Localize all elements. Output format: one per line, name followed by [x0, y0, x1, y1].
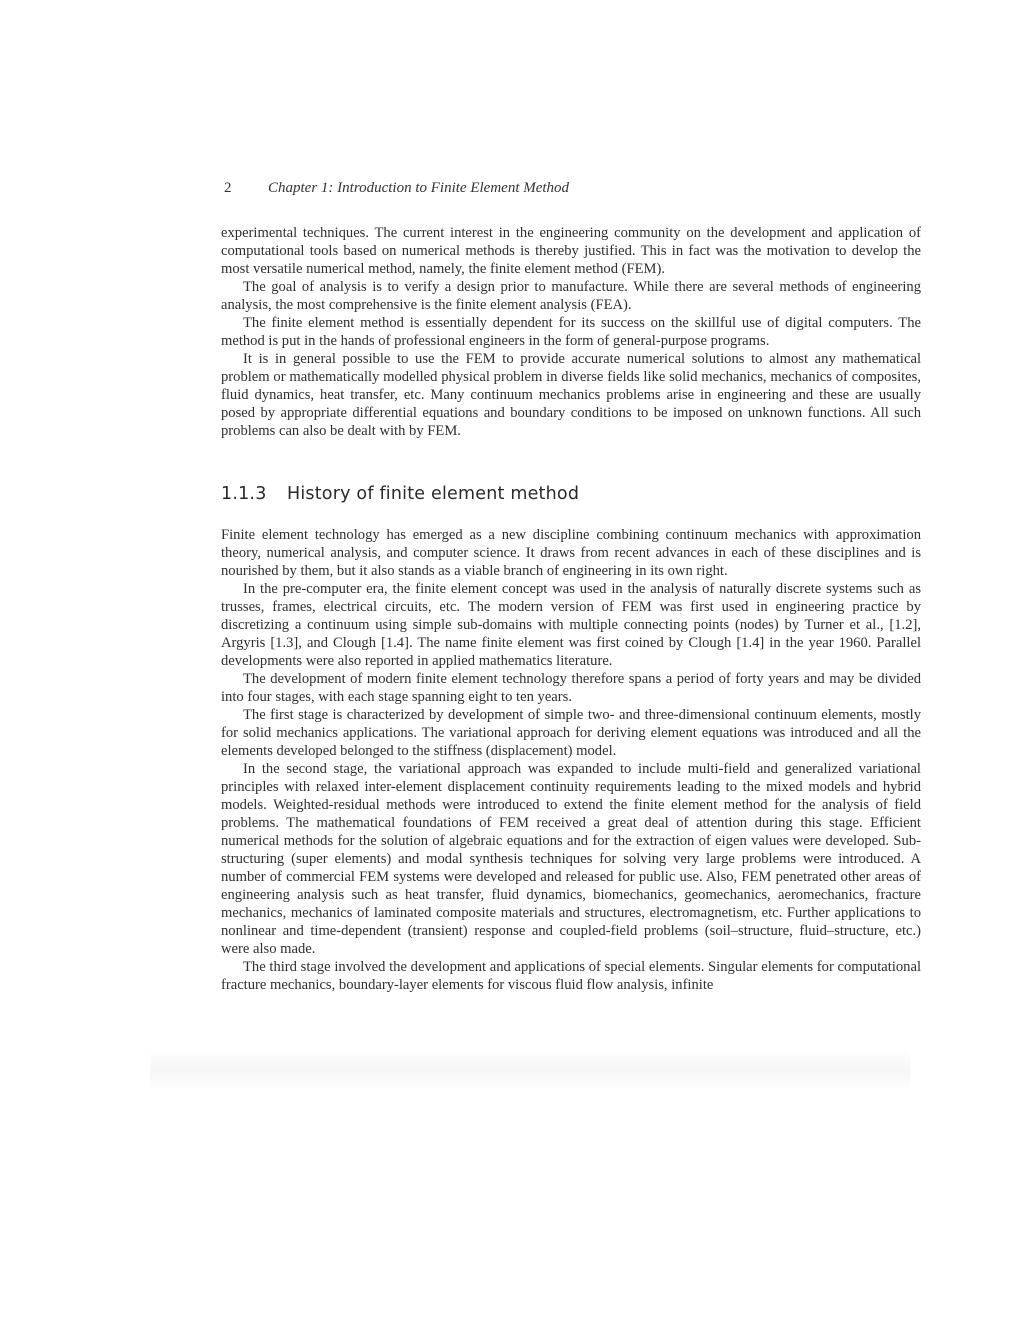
section-number: 1.1.3 — [221, 484, 267, 504]
paragraph: It is in general possible to use the FEM to provide accurate numerical solutions to almost any mathematical problem or mathematically modelled physical problem in diverse fields like solid mechanics, mechanics of composites, fluid dynamics, heat transfer, etc. Many continuum mechanics problems arise in engineering and these are usually posed by appropriate differential equations and boundary conditions to be imposed on unknown functions. All such problems can also be dealt with by FEM. — [221, 351, 921, 439]
running-head — [224, 180, 924, 197]
paragraph: The finite element method is essentially dependent for its success on the skillful use of digital computers. The method is put in the hands of professional engineers in the form of general-purpose programs. — [221, 315, 921, 349]
text-block-history — [221, 526, 921, 994]
paragraph: experimental techniques. The current interest in the engineering community on the development and application of computational tools based on numerical methods is thereby justified. This in fact was the motivation to develop the most versatile numerical method, namely, the finite element method (FEM). — [221, 225, 921, 277]
section-heading — [221, 484, 921, 504]
section-title: History of finite element method — [287, 484, 580, 504]
paragraph: In the second stage, the variational approach was expanded to include multi-field and generalized variational principles with relaxed inter-element displacement continuity requirements leading to the mixed models and hybrid models. Weighted-residual methods were introduced to extend the finite element method for the analysis of field problems. The mathematical foundations of FEM received a great deal of attention during this stage. Efficient numerical methods for the solution of algebraic equations and for the extraction of eigen values were developed. Sub-structuring (super elements) and modal synthesis techniques for solving very large problems were introduced. A number of commercial FEM systems were developed and released for public use. Also, FEM penetrated other areas of engineering analysis such as heat transfer, fluid dynamics, biomechanics, geomechanics, aeromechanics, fracture mechanics, mechanics of laminated composite materials and structures, electromagnetism, etc. Further applications to nonlinear and time-dependent (transient) response and coupled-field problems (soil–structure, fluid–structure, etc.) were also made. — [221, 761, 921, 957]
text-block-intro — [221, 224, 921, 440]
paragraph: Finite element technology has emerged as a new discipline combining continuum mechanics with approximation theory, numerical analysis, and computer science. It draws from recent advances in each of these disciplines and is nourished by them, but it also stands as a viable branch of engineering in its own right. — [221, 527, 921, 579]
page-number: 2 — [224, 180, 232, 196]
paragraph: The goal of analysis is to verify a design prior to manufacture. While there are several methods of engineering analysis, the most comprehensive is the finite element analysis (FEA). — [221, 279, 921, 313]
scan-shadow — [150, 1050, 910, 1090]
chapter-title: Chapter 1: Introduction to Finite Element Method — [268, 180, 570, 196]
paragraph: In the pre-computer era, the finite element concept was used in the analysis of naturally discrete systems such as trusses, frames, electrical circuits, etc. The modern version of FEM was first used in engineering practice by discretizing a continuum using simple sub-domains with multiple connecting points (nodes) by Turner et al., [1.2], Argyris [1.3], and Clough [1.4]. The name finite element was first coined by Clough [1.4] in the year 1960. Parallel developments were also reported in applied mathematics literature. — [221, 581, 921, 669]
paragraph: The development of modern finite element technology therefore spans a period of forty years and may be divided into four stages, with each stage spanning eight to ten years. — [221, 671, 921, 705]
paragraph: The third stage involved the development and applications of special elements. Singular elements for computational fracture mechanics, boundary-layer elements for viscous fluid flow analysis, infinite — [221, 959, 921, 993]
paragraph: The first stage is characterized by development of simple two- and three-dimensional continuum elements, mostly for solid mechanics applications. The variational approach for deriving element equations was introduced and all the elements developed belonged to the stiffness (displacement) model. — [221, 707, 921, 759]
